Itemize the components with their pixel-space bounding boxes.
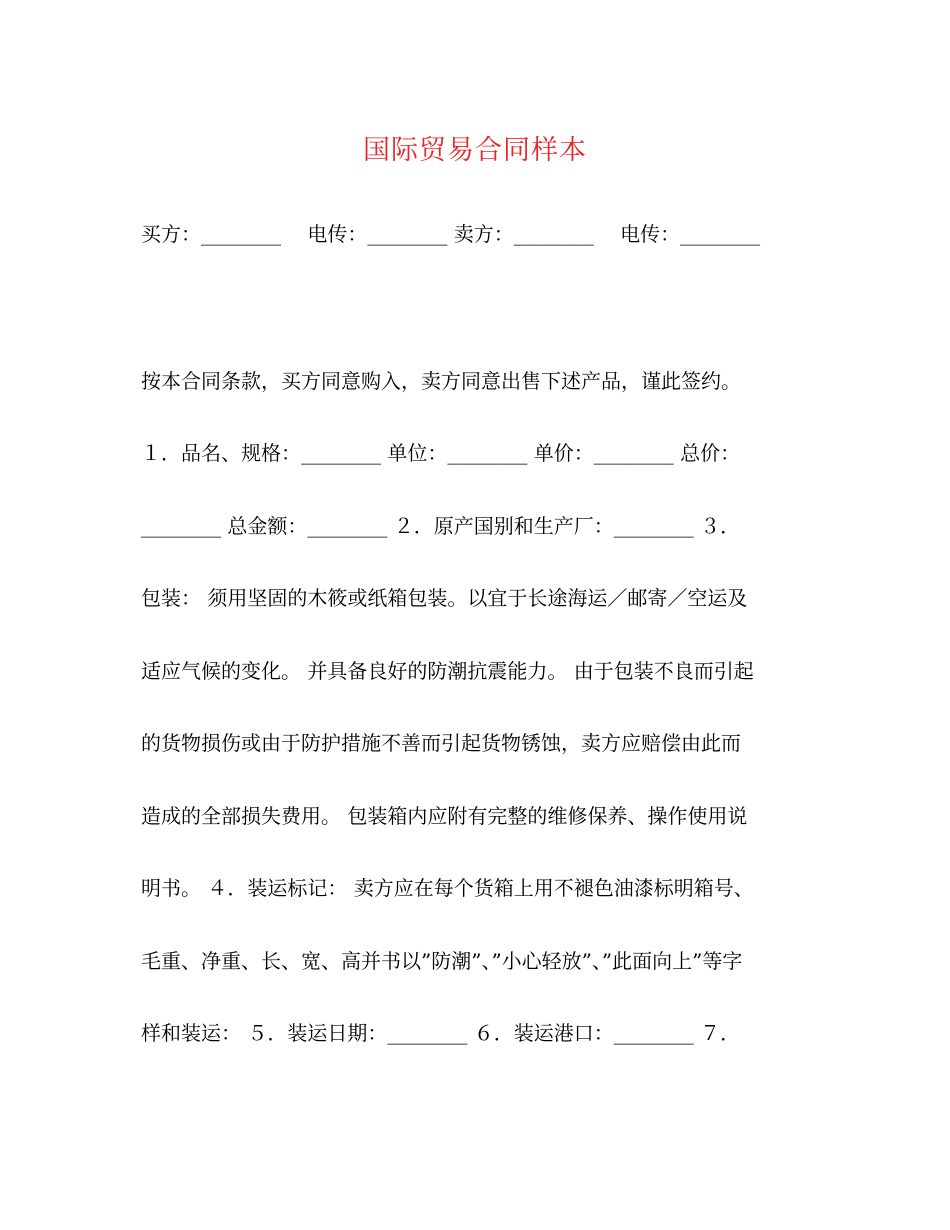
contract-body-line: 适应气候的变化。 并具备良好的防潮抗震能力。 由于包装不良而引起 [141, 659, 754, 683]
contract-body-line: １．品名、规格：________ 单位：________ 单价：________ 总价： [141, 441, 741, 465]
contract-body-line: ________ 总金额：________ ２．原产国别和生产厂：________ ３． [141, 514, 741, 538]
contract-body-line: 明书。 ４．装运标记： 卖方应在每个货箱上用不褪色油漆标明箱号、 [141, 876, 754, 900]
agreement-intro-line: 按本合同条款，买方同意购入，卖方同意出售下述产品，谨此签约。 [141, 369, 741, 393]
contract-body-line: 毛重、净重、长、宽、高并书以”防潮”、”小心轻放”、”此面向上”等字 [141, 949, 743, 973]
contract-body-line: 包装： 须用坚固的木筱或纸箱包装。以宜于长途海运／邮寄／空运及 [141, 586, 748, 610]
contract-body-line: 的货物损伤或由于防护措施不善而引起货物锈蚀，卖方应赔偿由此而 [141, 731, 741, 755]
document-title: 国际贸易合同样本 [363, 135, 587, 166]
contract-body-line: 造成的全部损失费用。 包装箱内应附有完整的维修保养、操作使用说 [141, 804, 748, 828]
contract-body-line: 样和装运： ５．装运日期：________ ６．装运港口：________ ７． [141, 1021, 741, 1045]
parties-line: 买方：________ 电传：________ 卖方：________ 电传：________ [141, 222, 761, 246]
